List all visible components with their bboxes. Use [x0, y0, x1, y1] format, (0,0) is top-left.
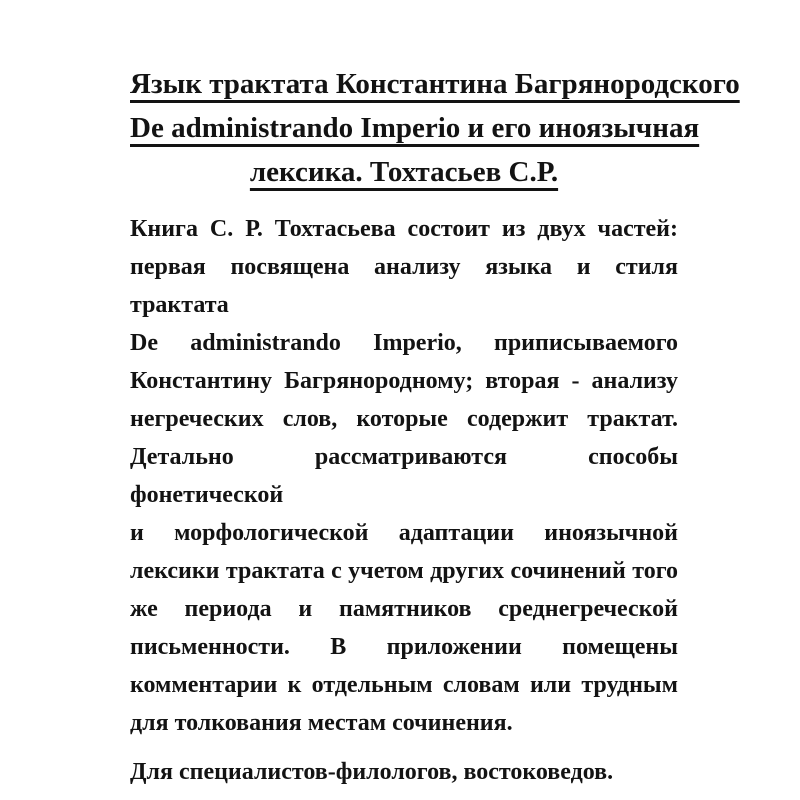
body-text-line: для толкования местам сочинения.: [130, 710, 513, 736]
abstract-paragraph: [130, 210, 678, 742]
body-text-line: комментарии к отдельным словам или трудным: [130, 672, 678, 698]
body-text-line: лексики трактата с учетом других сочинений того: [130, 558, 678, 584]
title-line: De administrando Imperio и его иноязычная: [130, 112, 700, 144]
body-text-line: негреческих слов, которые содержит трактат.: [130, 406, 678, 432]
body-text-line: и морфологической адаптации иноязычной: [130, 520, 678, 546]
body-text-line: Книга С. Р. Тохтасьева состоит из двух частей:: [130, 216, 678, 242]
body-text-line: De administrando Imperio, приписываемого: [130, 330, 678, 356]
body-text-line: первая посвящена анализу языка и стиля трактата: [130, 254, 678, 318]
body-text-line: Детально рассматриваются способы фонетической: [130, 444, 678, 508]
body-text-line: письменности. В приложении помещены: [130, 634, 678, 660]
document-content: [130, 62, 740, 791]
title-line: лексика. Тохтасьев С.Р.: [249, 156, 559, 188]
body-text-line: же периода и памятников среднегреческой: [130, 596, 678, 622]
body-text-line: Для специалистов-филологов, востоковедов.: [130, 759, 614, 785]
document-title: [130, 62, 740, 194]
audience-paragraph: [130, 753, 678, 791]
body-text-line: Константину Багрянородному; вторая - анализу: [130, 368, 678, 394]
title-line: Язык трактата Константина Багрянородского: [130, 68, 740, 100]
